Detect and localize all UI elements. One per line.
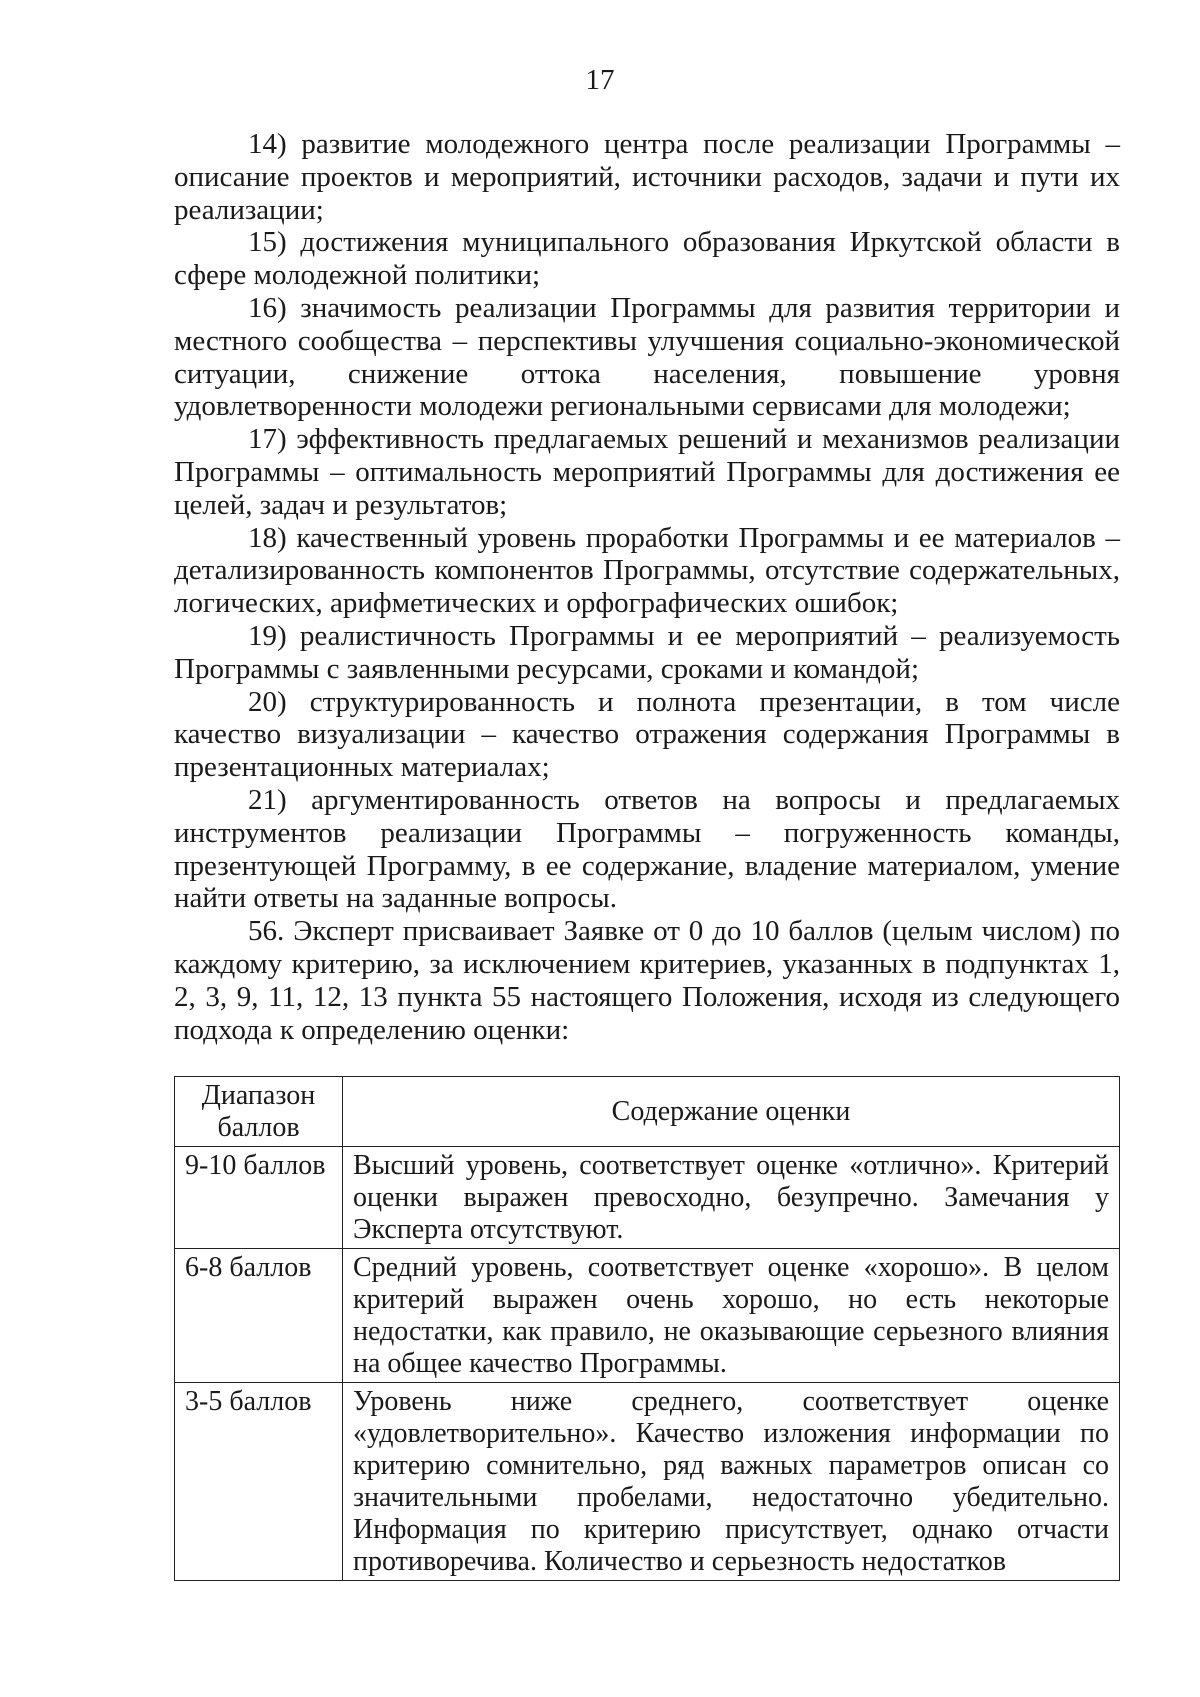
header-content: Содержание оценки [343,1077,1120,1147]
table-row [175,1249,1120,1383]
paragraph-criterion-16: 16) значимость реализации Программы для развития территории и местного сообщества – перспективы улучшения социально-экономической ситуации, снижение оттока населения, повышение уровня удовлетворенности молодежи региональными сервисами для молодежи; [174,291,1120,423]
row-content: Уровень ниже среднего, соответствует оценке «удовлетворительно». Качество изложения информации по критерию сомнительно, ряд важных параметров описан со значительными пробелами, недостаточно убедительно. Информация по критерию присутствует, однако отчасти противоречива. Количество и серьезность недостатков [343,1383,1120,1581]
row-range: 9-10 баллов [175,1147,343,1249]
page-number: 17 [585,64,615,96]
table-row [175,1383,1120,1581]
body-text [174,128,1120,1046]
score-table [174,1076,1120,1581]
paragraph-criterion-21: 21) аргументированность ответов на вопросы и предлагаемых инструментов реализации Программы – погруженность команды, презентующей Программу, в ее содержание, владение материалом, умение найти ответы на заданные вопросы. [174,783,1120,915]
paragraph-section-56: 56. Эксперт присваивает Заявке от 0 до 10 баллов (целым числом) по каждому критерию, за исключением критериев, указанных в подпунктах 1, 2, 3, 9, 11, 12, 13 пункта 55 настоящего Положения, исходя из следующего подхода к определению оценки: [174,915,1120,1046]
table-header-row [175,1077,1120,1147]
paragraph-criterion-14: 14) развитие молодежного центра после реализации Программы – описание проектов и мероприятий, источники расходов, задачи и пути их реализации; [174,128,1120,226]
paragraph-criterion-18: 18) качественный уровень проработки Программы и ее материалов – детализированность компонентов Программы, отсутствие содержательных, логических, арифметических и орфографических ошибок; [174,521,1120,620]
row-range: 6-8 баллов [175,1249,343,1383]
row-content: Средний уровень, соответствует оценке «хорошо». В целом критерий выражен очень хорошо, но есть некоторые недостатки, как правило, не оказывающие серьезного влияния на общее качество Программы. [343,1249,1120,1383]
row-content: Высший уровень, соответствует оценке «отлично». Критерий оценки выражен превосходно, безупречно. Замечания у Эксперта отсутствуют. [343,1147,1120,1249]
paragraph-criterion-17: 17) эффективность предлагаемых решений и механизмов реализации Программы – оптимальность мероприятий Программы для достижения ее целей, задач и результатов; [174,423,1120,521]
paragraph-criterion-15: 15) достижения муниципального образования Иркутской области в сфере молодежной политики; [174,226,1120,292]
paragraph-criterion-20: 20) структурированность и полнота презентации, в том числе качество визуализации – качество отражения содержания Программы в презентационных материалах; [174,685,1120,784]
row-range: 3-5 баллов [175,1383,343,1581]
paragraph-criterion-19: 19) реалистичность Программы и ее мероприятий – реализуемость Программы с заявленными ресурсами, сроками и командой; [174,619,1120,685]
header-range: Диапазон баллов [175,1077,343,1147]
table-row [175,1147,1120,1249]
